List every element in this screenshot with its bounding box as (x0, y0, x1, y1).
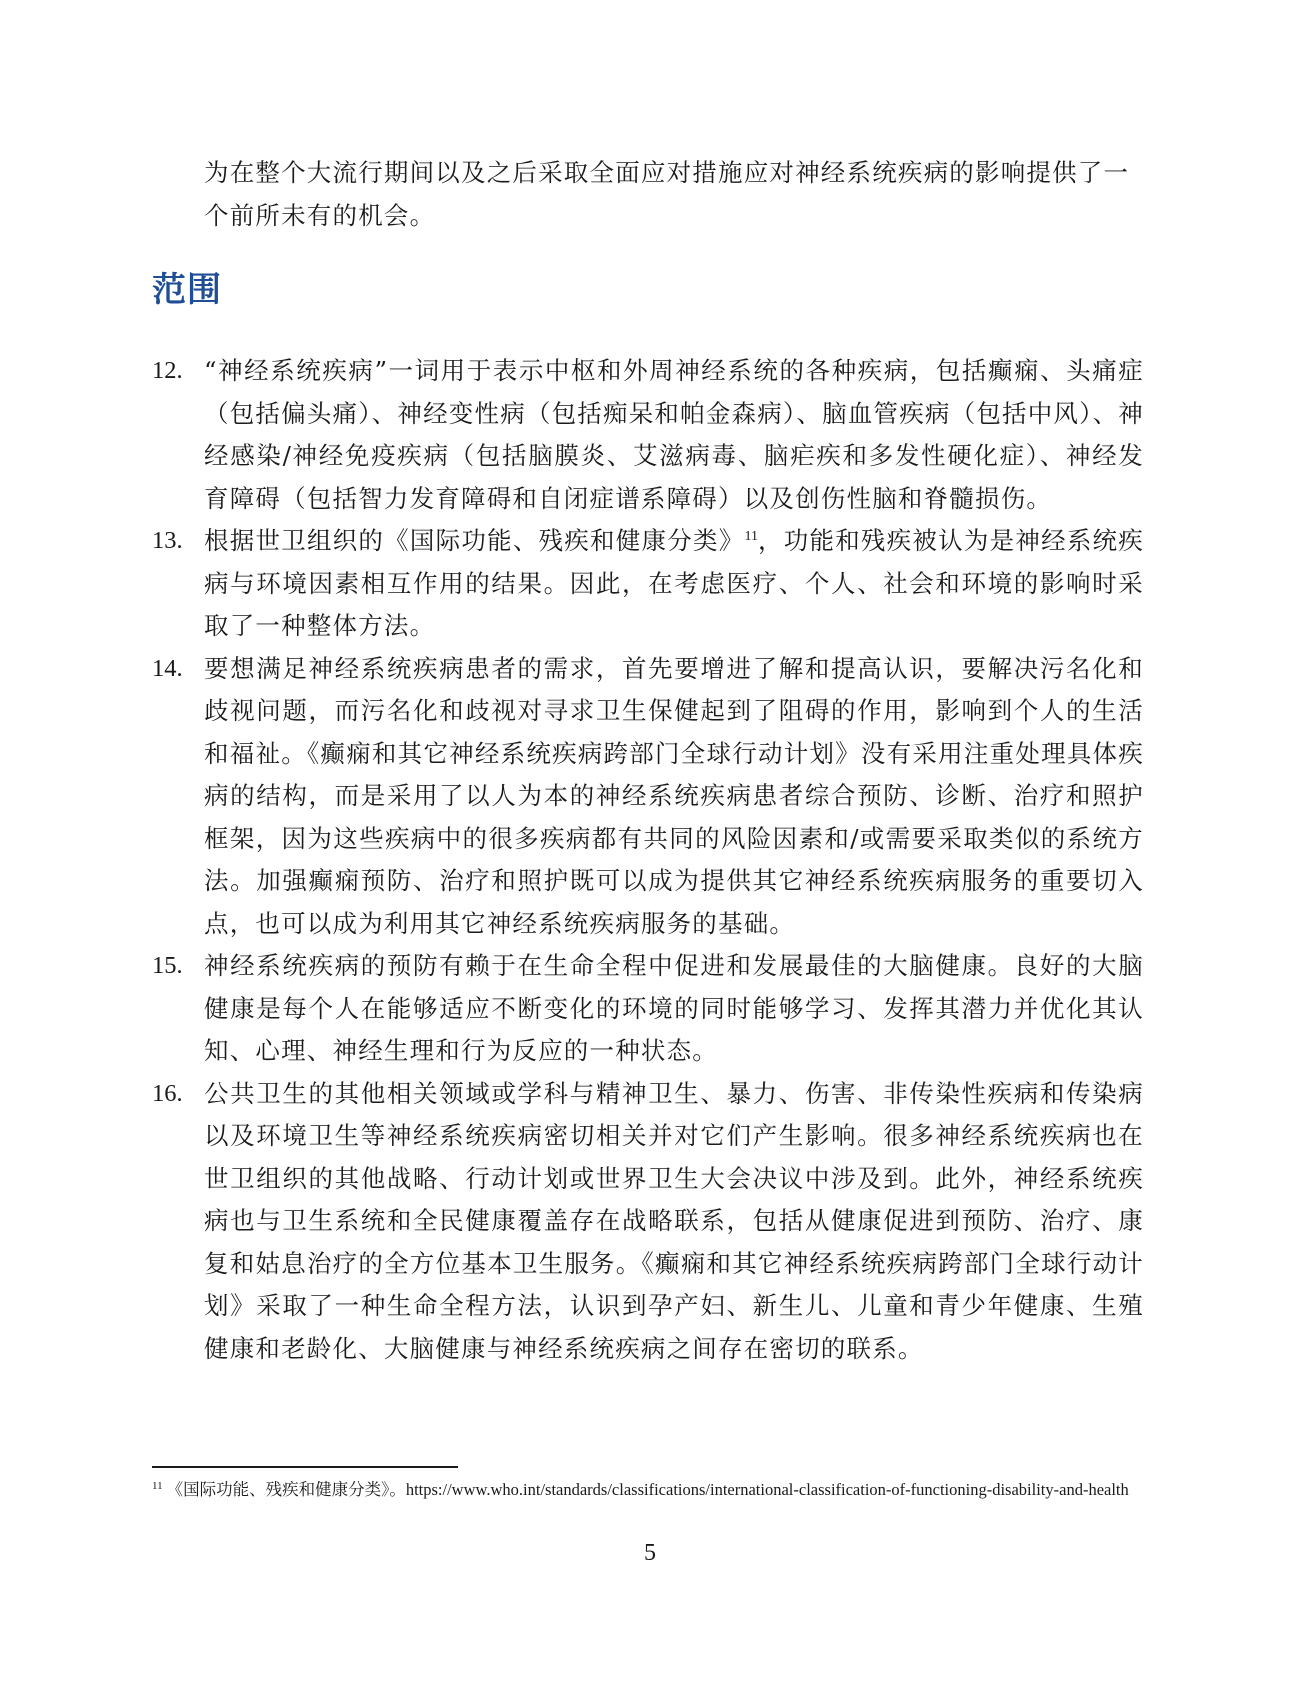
numbered-paragraph-list (152, 350, 1144, 1370)
paragraph-text: 公共卫生的其他相关领域或学科与精神卫生、暴力、伤害、非传染性疾病和传染病以及环境卫生等神经系统疾病密切相关并对它们产生影响。很多神经系统疾病也在世卫组织的其他战略、行动计划或世界卫生大会决议中涉及到。此外，神经系统疾病也与卫生系统和全民健康覆盖存在战略联系，包括从健康促进到预防、治疗、康复和姑息治疗的全方位基本卫生服务。《癫痫和其它神经系统疾病跨部门全球行动计划》采取了一种生命全程方法，认识到孕产妇、新生儿、儿童和青少年健康、生殖健康和老龄化、大脑健康与神经系统疾病之间存在密切的联系。 (204, 1078, 1144, 1363)
intro-paragraph: 为在整个大流行期间以及之后采取全面应对措施应对神经系统疾病的影响提供了一个前所未有的机会。 (204, 158, 1130, 230)
paragraph-13 (152, 520, 1144, 648)
paragraph-number: 16. (152, 1079, 183, 1107)
footnote (152, 1478, 1142, 1501)
footnote-divider (152, 1466, 458, 1468)
paragraph-12 (152, 350, 1144, 520)
paragraph-text-part: 根据世卫组织的《国际功能、残疾和健康分类》 (204, 526, 745, 555)
paragraph-15 (152, 945, 1144, 1073)
paragraph-number: 12. (152, 357, 183, 384)
paragraph-text (204, 520, 1144, 648)
paragraph-text: 神经系统疾病的预防有赖于在生命全程中促进和发展最佳的大脑健康。良好的大脑健康是每个人在能够适应不断变化的环境的同时能够学习、发挥其潜力并优化其认知、心理、神经生理和行为反应的一种状态。 (204, 951, 1144, 1065)
paragraph-number: 15. (152, 952, 183, 979)
footnote-text-link[interactable]: 《国际功能、残疾和健康分类》。https://www.who.int/standards/classifications/international-classification-of-functioning-disability-and-health (166, 1480, 1129, 1499)
paragraph-14 (152, 648, 1144, 946)
paragraph-text-part: ，功能和残疾被认为是神经系统疾病与环境因素相互作用的结果。因此，在考虑医疗、个人、社会和环境的影响时采取了一种整体方法。 (204, 526, 1144, 640)
footnote-reference-link[interactable]: 11 (744, 528, 758, 544)
paragraph-text: 要想满足神经系统疾病患者的需求，首先要增进了解和提高认识，要解决污名化和歧视问题，而污名化和歧视对寻求卫生保健起到了阻碍的作用，影响到个人的生活和福祉。《癫痫和其它神经系统疾病跨部门全球行动计划》没有采用注重处理具体疾病的结构，而是采用了以人为本的神经系统疾病患者综合预防、诊断、治疗和照护框架，因为这些疾病中的很多疾病都有共同的风险因素和/或需要采取类似的系统方法。加强癫痫预防、治疗和照护既可以成为提供其它神经系统疾病服务的重要切入点，也可以成为利用其它神经系统疾病服务的基础。 (204, 653, 1144, 938)
paragraph-text: “神经系统疾病”一词用于表示中枢和外周神经系统的各种疾病，包括癫痫、头痛症（包括偏头痛）、神经变性病（包括痴呆和帕金森病）、脑血管疾病（包括中风）、神经感染/神经免疫疾病（包括脑膜炎、艾滋病毒、脑疟疾和多发性硬化症）、神经发育障碍（包括智力发育障碍和自闭症谱系障碍）以及创伤性脑和脊髓损伤。 (204, 356, 1144, 513)
paragraph-number: 14. (152, 654, 183, 682)
paragraph-number: 13. (152, 527, 183, 554)
footnote-number: 11 (152, 1479, 163, 1492)
section-title: 范围 (152, 270, 222, 310)
paragraph-16 (152, 1073, 1144, 1371)
page-number: 5 (644, 1540, 656, 1566)
